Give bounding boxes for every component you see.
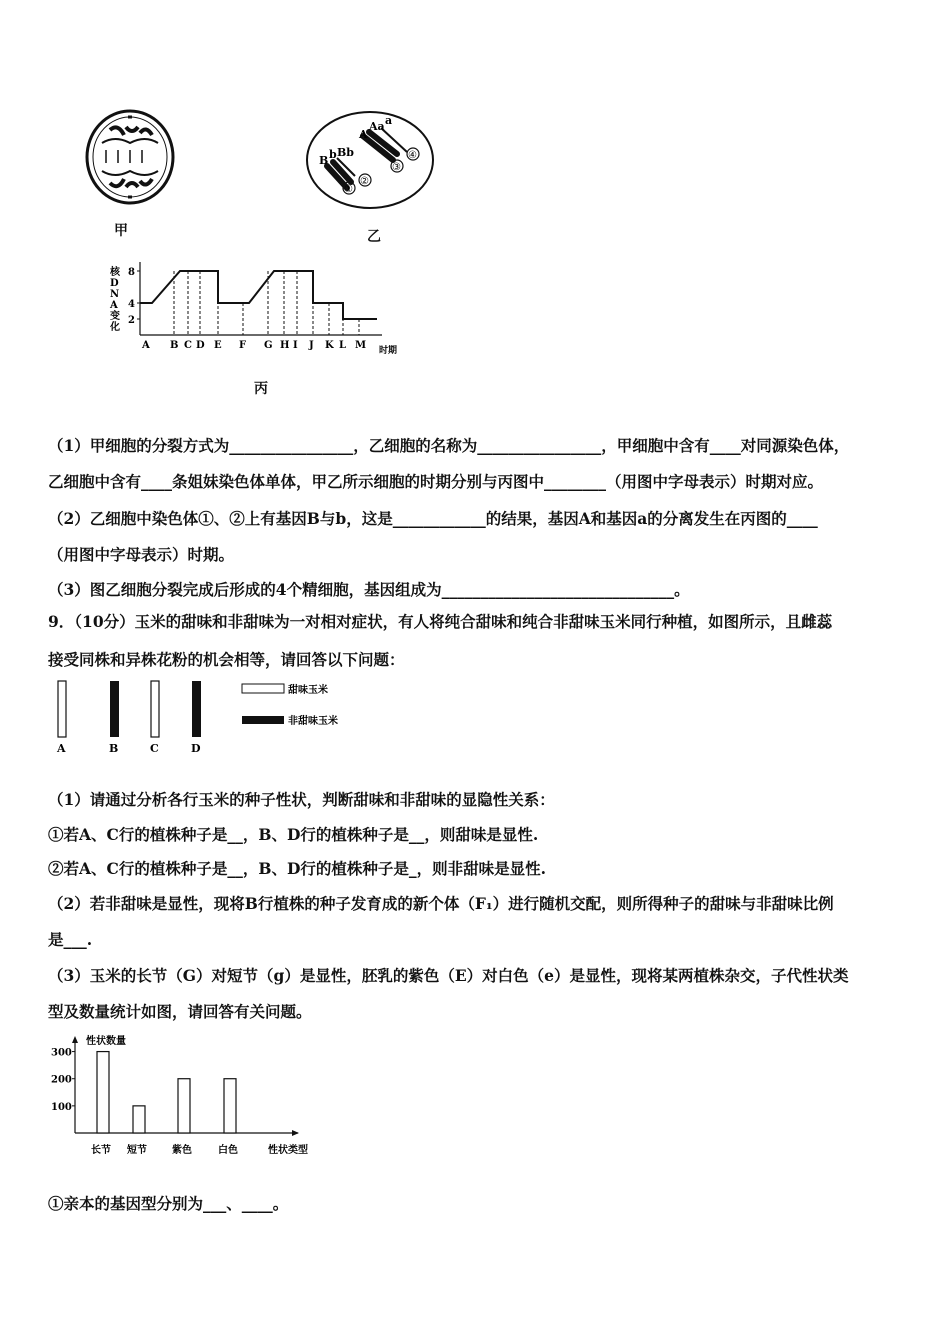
yi-label-n1: ① <box>344 184 353 195</box>
trait-x-tick: 紫色 <box>172 1145 192 1156</box>
yi-label-B: B <box>319 154 329 167</box>
dna-x-tick: B <box>170 340 179 351</box>
trait-bar <box>133 1106 145 1133</box>
dna-ylabel-char: 化 <box>110 322 120 333</box>
dna-x-tick: G <box>264 340 273 351</box>
dna-x-tick: F <box>239 340 247 351</box>
jia-caption: 甲 <box>114 223 128 239</box>
dna-y-tick: 8 <box>128 267 135 278</box>
row-c-sweet <box>151 681 159 737</box>
row-label-d: D <box>191 742 201 755</box>
dna-ylabel-char: A <box>110 300 118 311</box>
dna-ylabel-char: 核 <box>110 267 120 278</box>
dna-content-line <box>140 271 377 319</box>
q9-sub3-line1: （3）玉米的长节（G）对短节（g）是显性，胚乳的紫色（E）对白色（e）是显性，现将某两植株杂交，子代性状类 <box>48 966 849 985</box>
trait-x-arrow <box>292 1130 299 1136</box>
row-label-b: B <box>109 742 119 755</box>
row-label-c: C <box>150 742 159 755</box>
dna-x-tick: C <box>184 340 192 351</box>
trait-bar <box>224 1079 236 1133</box>
q9-sub2-line2: 是___. <box>48 930 93 949</box>
q9-intro-line2: 接受同株和异株花粉的机会相等，请回答以下问题： <box>48 650 405 669</box>
dna-x-tick: M <box>355 340 367 351</box>
trait-count-chart <box>48 1030 328 1160</box>
dna-x-tick: D <box>196 340 205 351</box>
trait-xlabel: 性状类型 <box>268 1145 308 1156</box>
dna-y-tick: 2 <box>128 315 135 326</box>
yi-label-a: a <box>385 114 393 127</box>
yi-label-n3: ③ <box>392 162 401 173</box>
q8-part2-line2: （用图中字母表示）时期。 <box>48 545 235 564</box>
row-label-a: A <box>57 742 66 755</box>
yi-label-b: b <box>329 148 337 161</box>
q8-part1-line1: （1）甲细胞的分裂方式为________________，乙细胞的名称为________________，甲细胞中含有____对同源染色体， <box>48 436 850 455</box>
dna-x-tick: H <box>280 340 290 351</box>
dna-x-tick: J <box>309 340 314 351</box>
cell-jia-figure <box>80 105 180 210</box>
q9-sub3-question1: ①亲本的基因型分别为___、____。 <box>48 1194 289 1213</box>
dna-x-tick: I <box>293 340 298 351</box>
yi-label-n4: ④ <box>408 150 417 161</box>
q9-intro-line1: 9．（10分）玉米的甜味和非甜味为一对相对症状，有人将纯合甜味和纯合非甜味玉米同行种植，如图所示，且雌蕊 <box>48 612 833 631</box>
corn-rows-figure <box>48 676 368 760</box>
q9-sub1-title: （1）请通过分析各行玉米的种子性状，判断甜味和非甜味的显隐性关系： <box>48 790 555 809</box>
yi-label-n2: ② <box>360 176 369 187</box>
q8-part3: （3）图乙细胞分裂完成后形成的4个精细胞，基因组成为______________________________。 <box>48 580 690 599</box>
dna-x-tick: L <box>339 340 347 351</box>
trait-x-tick: 白色 <box>218 1145 238 1156</box>
legend-nonsweet-swatch <box>242 716 284 724</box>
dna-ylabel-char: D <box>110 278 119 289</box>
dna-content-chart <box>100 258 410 368</box>
row-b-nonsweet <box>110 681 119 737</box>
trait-y-tick: 200 <box>51 1074 72 1086</box>
trait-y-tick: 100 <box>51 1101 72 1113</box>
legend-nonsweet-label: 非甜味玉米 <box>288 716 338 727</box>
yi-label-Aa: Aa <box>369 120 385 133</box>
dna-x-tick: K <box>325 340 334 351</box>
q9-sub1-case-a: ①若A、C行的植株种子是__，B、D行的植株种子是__，则甜味是显性. <box>48 825 539 844</box>
dna-x-tick: E <box>214 340 222 351</box>
legend-sweet-label: 甜味玉米 <box>288 685 328 696</box>
row-a-sweet <box>58 681 66 737</box>
trait-x-tick: 长节 <box>91 1145 111 1156</box>
yi-label-A: A <box>359 128 368 141</box>
trait-bar <box>178 1079 190 1133</box>
q9-sub2-line1: （2）若非甜味是显性，现将B行植株的种子发育成的新个体（F₁）进行随机交配，则所得种子的甜味与非甜味比例 <box>48 894 834 913</box>
dna-ylabel-char: 变 <box>110 311 120 322</box>
bing-caption: 丙 <box>254 381 268 397</box>
dna-x-tick: A <box>142 340 150 351</box>
trait-bar <box>97 1052 109 1133</box>
q9-sub3-line2: 型及数量统计如图，请回答有关问题。 <box>48 1002 312 1021</box>
dna-xlabel: 时期 <box>379 346 398 356</box>
row-d-nonsweet <box>192 681 201 737</box>
trait-y-tick: 300 <box>51 1047 72 1059</box>
dna-ylabel-char: N <box>110 289 120 300</box>
trait-ylabel: 性状数量 <box>86 1036 126 1047</box>
yi-caption: 乙 <box>367 229 381 245</box>
dna-y-tick: 4 <box>128 299 135 310</box>
trait-y-arrow <box>72 1036 78 1043</box>
q9-sub1-case-b: ②若A、C行的植株种子是__，B、D行的植株种子是_，则非甜味是显性. <box>48 859 547 878</box>
trait-x-tick: 短节 <box>127 1145 147 1156</box>
yi-label-Bb: Bb <box>337 146 354 159</box>
q8-part1-line2: 乙细胞中含有____条姐妹染色体单体，甲乙所示细胞的时期分别与丙图中________（用图中字母表示）时期对应。 <box>48 472 824 491</box>
legend-sweet-swatch <box>242 684 284 693</box>
q8-part2-line1: （2）乙细胞中染色体①、②上有基因B与b，这是____________的结果，基因A和基因a的分离发生在丙图的____ <box>48 509 818 528</box>
cell-yi-figure <box>303 108 438 213</box>
